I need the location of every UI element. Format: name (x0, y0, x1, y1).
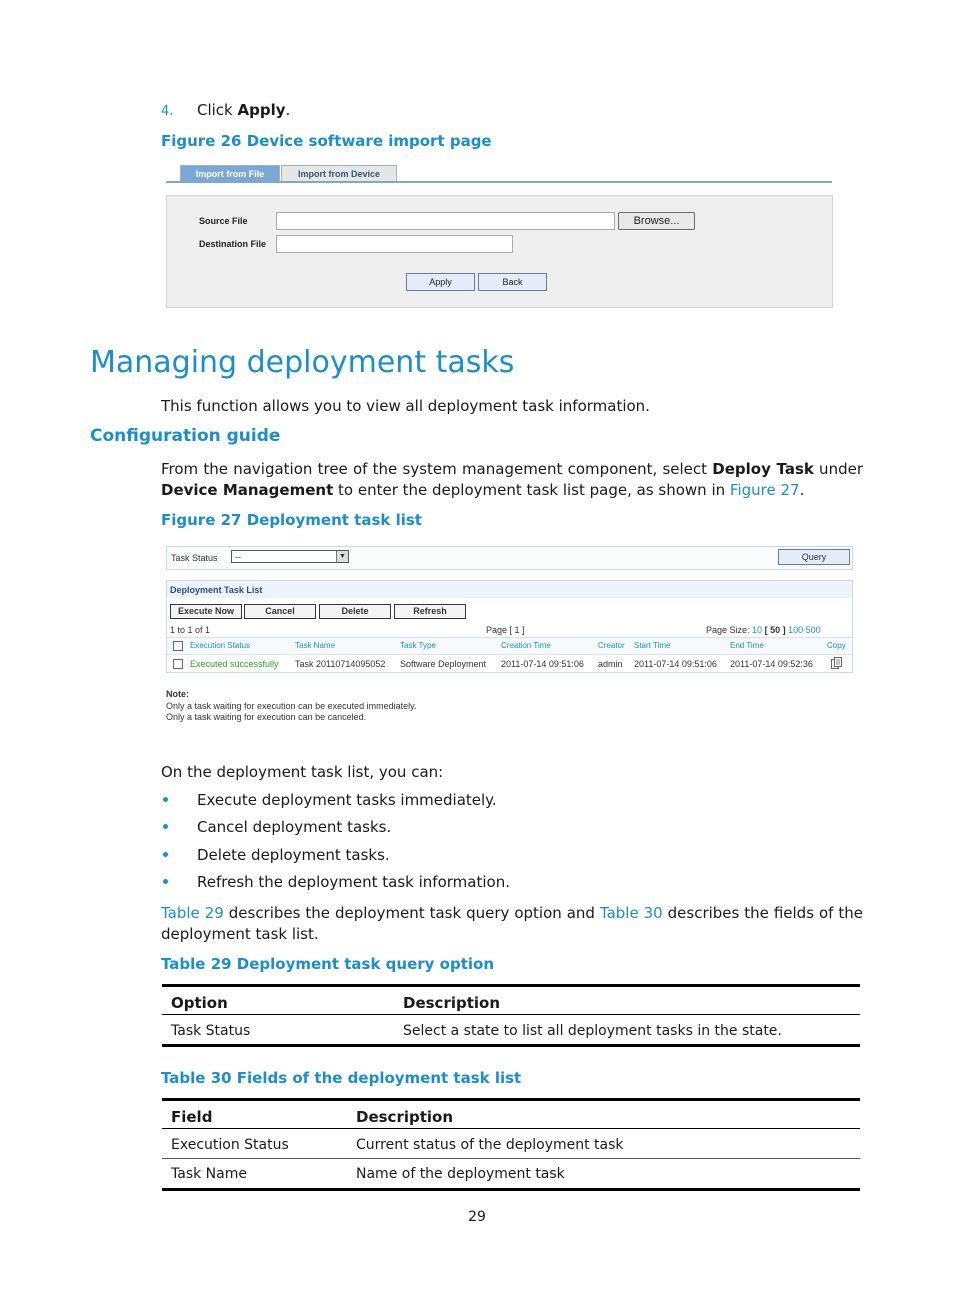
note-title: Note: (166, 689, 189, 699)
table-header-rule (162, 1014, 860, 1015)
back-button[interactable]: Back (478, 273, 547, 291)
table-30-caption: Table 30 Fields of the deployment task list (161, 1069, 522, 1087)
task-list-header-bar (167, 581, 852, 598)
bullet-icon (163, 824, 168, 829)
tab-import-from-file[interactable]: Import from File (180, 165, 280, 182)
cell-creation-time: 2011-07-14 09:51:06 (501, 659, 584, 669)
cell-task-type: Software Deployment (400, 659, 487, 669)
bullet-4: Refresh the deployment task information. (197, 873, 510, 891)
task-status-select[interactable] (231, 550, 349, 563)
table-30-cell-description-1: Current status of the deployment task (356, 1137, 624, 1153)
task-status-label: Task Status (171, 553, 218, 563)
query-button[interactable]: Query (778, 549, 850, 565)
col-creation-time[interactable]: Creation Time (501, 641, 551, 650)
tab-import-from-device[interactable]: Import from Device (281, 165, 397, 182)
section-title: Managing deployment tasks (90, 345, 515, 380)
table-top-rule (162, 984, 860, 987)
col-copy: Copy (827, 641, 846, 650)
page-size-500[interactable]: 500 (805, 625, 821, 635)
select-all-checkbox[interactable] (173, 641, 183, 651)
table-bottom-rule (162, 1188, 860, 1191)
table-30-link[interactable]: Table 30 (599, 904, 663, 922)
bullet-icon (163, 879, 168, 884)
cell-creator: admin (598, 659, 623, 669)
col-task-name[interactable]: Task Name (295, 641, 336, 650)
table-30-cell-description-2: Name of the deployment task (356, 1166, 565, 1182)
destination-file-input[interactable] (276, 235, 513, 253)
table-29-cell-description: Select a state to list all deployment tasks in the state. (403, 1023, 782, 1039)
cell-task-name[interactable]: Task 20110714095052 (295, 659, 386, 669)
bullet-1: Execute deployment tasks immediately. (197, 791, 497, 809)
col-execution-status[interactable]: Execution Status (190, 641, 251, 650)
subsection-title: Configuration guide (90, 426, 281, 446)
table-row-rule (162, 1158, 860, 1159)
table-29-link[interactable]: Table 29 (161, 904, 224, 922)
bullet-icon (163, 797, 168, 802)
row-checkbox[interactable] (173, 659, 183, 669)
page-size (706, 625, 821, 635)
task-status-value: -- (235, 552, 241, 562)
table-29-caption: Table 29 Deployment task query option (161, 955, 494, 973)
step-4 (161, 100, 291, 122)
page-size-label: Page Size: (706, 625, 750, 635)
table-30-cell-field-1: Execution Status (171, 1137, 289, 1153)
destination-file-label: Destination File (199, 239, 267, 249)
page-size-10[interactable]: 10 (752, 625, 763, 635)
table-30-cell-field-2: Task Name (171, 1166, 247, 1182)
page-size-50: [ 50 ] (764, 625, 786, 635)
cell-end-time: 2011-07-14 09:52:36 (730, 659, 813, 669)
table-header-rule (162, 1128, 860, 1129)
step-number: 4. (161, 104, 174, 119)
refresh-button[interactable]: Refresh (394, 604, 466, 619)
copy-icon[interactable] (831, 657, 841, 668)
col-start-time[interactable]: Start Time (634, 641, 671, 650)
step-text: Click Apply. (197, 101, 291, 119)
figure-27-caption: Figure 27 Deployment task list (161, 511, 422, 529)
note-line-2: Only a task waiting for execution can be canceled. (166, 712, 367, 722)
table-30-header-description: Description (356, 1108, 454, 1126)
table-top-rule (162, 1098, 860, 1101)
source-file-input[interactable] (276, 212, 615, 230)
figure-27-link[interactable]: Figure 27 (729, 481, 800, 499)
page-size-100[interactable]: 100 (788, 625, 804, 635)
source-file-label: Source File (199, 216, 248, 226)
tab-underline (166, 181, 832, 183)
bullet-icon (163, 852, 168, 857)
task-list-title: Deployment Task List (170, 585, 263, 595)
config-paragraph: From the navigation tree of the system management component, select Deploy Task under Device Management to enter the deployment task list page, as shown in Figure 27. (161, 460, 863, 499)
note-line-1: Only a task waiting for execution can be executed immediately. (166, 701, 417, 711)
table-30-header-field: Field (171, 1108, 213, 1126)
chevron-down-icon[interactable]: ▼ (336, 551, 348, 562)
cell-start-time: 2011-07-14 09:51:06 (634, 659, 717, 669)
cancel-button[interactable]: Cancel (244, 604, 316, 619)
list-intro: On the deployment task list, you can: (161, 763, 444, 781)
table-bottom-rule (162, 1044, 860, 1047)
col-creator[interactable]: Creator (598, 641, 625, 650)
delete-button[interactable]: Delete (319, 604, 391, 619)
tables-paragraph: Table 29 describes the deployment task query option and Table 30 describes the fields of the deployment task list. (161, 904, 863, 943)
figure-26-caption: Figure 26 Device software import page (161, 132, 492, 150)
execute-now-button[interactable]: Execute Now (170, 604, 242, 619)
table-29-cell-option: Task Status (171, 1023, 251, 1039)
bullet-3: Delete deployment tasks. (197, 846, 390, 864)
col-task-type[interactable]: Task Type (400, 641, 436, 650)
section-intro: This function allows you to view all deployment task information. (161, 397, 650, 415)
bullet-2: Cancel deployment tasks. (197, 818, 392, 836)
table-29-header-option: Option (171, 994, 228, 1012)
browse-button[interactable]: Browse... (618, 212, 695, 230)
col-end-time[interactable]: End Time (730, 641, 764, 650)
paging-range: 1 to 1 of 1 (170, 625, 211, 635)
page-number: 29 (468, 1209, 486, 1225)
paging-page: Page [ 1 ] (486, 625, 525, 635)
cell-execution-status: Executed successfully (190, 659, 279, 669)
table-29-header-description: Description (403, 994, 501, 1012)
apply-button[interactable]: Apply (406, 273, 475, 291)
